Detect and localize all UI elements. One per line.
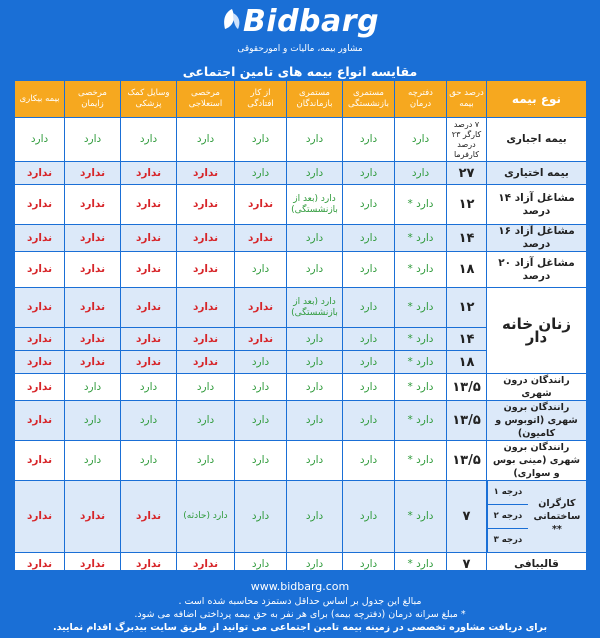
- table-row: [15, 288, 587, 328]
- cell-survivors: دارد: [287, 225, 343, 252]
- row-name: رانندگان برون شهری (اتوبوس و کامیون): [487, 401, 587, 441]
- cell-unemployment: ندارد: [15, 553, 65, 576]
- grade-3: درجه ۳: [493, 535, 523, 545]
- cell-maternity: ندارد: [65, 225, 121, 252]
- cell-sick-leave: ندارد: [177, 252, 235, 288]
- row-rate: ۷ درصد کارگر ۲۳ درصد کارفرما: [447, 118, 487, 162]
- cell-aids: دارد: [121, 441, 177, 481]
- row-name: قالیبافی: [487, 553, 587, 576]
- cell-maternity: دارد: [65, 118, 121, 162]
- row-rate: ۲۷: [447, 162, 487, 185]
- cell-disability: ندارد: [235, 328, 287, 351]
- row-name: بیمه اجباری: [487, 118, 587, 162]
- cell-unemployment: ندارد: [15, 481, 65, 553]
- cell-disability: ندارد: [235, 288, 287, 328]
- cell-sick-leave: ندارد: [177, 225, 235, 252]
- cell-aids: ندارد: [121, 162, 177, 185]
- comparison-table-wrapper: [14, 80, 586, 570]
- row-rate: ۱۴: [447, 328, 487, 351]
- cell-booklet: دارد *: [395, 185, 447, 225]
- cell-aids: ندارد: [121, 328, 177, 351]
- cell-disability: دارد: [235, 351, 287, 374]
- cell-booklet: دارد *: [395, 374, 447, 401]
- page-header: [0, 0, 600, 60]
- header-retirement: مستمری بازنشستگی: [343, 81, 395, 118]
- cell-unemployment: دارد: [15, 118, 65, 162]
- row-rate: ۱۸: [447, 351, 487, 374]
- note-line: برای دریافت مشاوره تخصصی در زمینه بیمه تامین اجتماعی می توانید از طریق سایت بیدبرگ اقدام نمایید.: [52, 622, 548, 633]
- cell-survivors: دارد: [287, 374, 343, 401]
- cell-sick-leave: دارد: [177, 441, 235, 481]
- row-name-cell: [487, 481, 587, 553]
- table-row: [15, 481, 587, 553]
- cell-survivors: دارد: [287, 553, 343, 576]
- cell-unemployment: ندارد: [15, 401, 65, 441]
- cell-retirement: دارد: [343, 351, 395, 374]
- cell-retirement: دارد: [343, 374, 395, 401]
- row-name: مشاغل آزاد ۱۴ درصد: [487, 185, 587, 225]
- page-title: مقایسه انواع بیمه های تامین اجتماعی: [182, 64, 418, 79]
- row-rate: ۱۲: [447, 185, 487, 225]
- header-booklet: دفترچه درمان: [395, 81, 447, 118]
- cell-survivors: دارد: [287, 162, 343, 185]
- cell-booklet: دارد: [395, 162, 447, 185]
- header-disability: از کار افتادگی: [235, 81, 287, 118]
- cell-retirement: دارد: [343, 225, 395, 252]
- cell-unemployment: ندارد: [15, 162, 65, 185]
- cell-aids: ندارد: [121, 252, 177, 288]
- cell-booklet: دارد *: [395, 225, 447, 252]
- table-row: [15, 225, 587, 252]
- row-rate: ۱۳/۵: [447, 374, 487, 401]
- cell-booklet: دارد *: [395, 401, 447, 441]
- construction-subtable: [487, 481, 586, 552]
- cell-retirement: دارد: [343, 252, 395, 288]
- row-rate: ۷: [447, 481, 487, 553]
- cell-booklet: دارد *: [395, 481, 447, 553]
- row-name: رانندگان درون شهری: [487, 374, 587, 401]
- row-rate: ۱۸: [447, 252, 487, 288]
- cell-maternity: ندارد: [65, 162, 121, 185]
- header-rate: درصد حق بیمه: [447, 81, 487, 118]
- row-rate: ۱۳/۵: [447, 401, 487, 441]
- cell-disability: دارد: [235, 441, 287, 481]
- header-type: نوع بیمه: [487, 81, 587, 118]
- cell-survivors: دارد (بعد از بازنشستگی): [287, 185, 343, 225]
- cell-retirement: دارد: [343, 162, 395, 185]
- table-row: [15, 185, 587, 225]
- cell-unemployment: ندارد: [15, 185, 65, 225]
- cell-retirement: دارد: [343, 441, 395, 481]
- table-header-row: [15, 81, 587, 118]
- cell-booklet: دارد *: [395, 553, 447, 576]
- cell-aids: دارد: [121, 374, 177, 401]
- table-row: [15, 441, 587, 481]
- table-row: [15, 553, 587, 576]
- row-name: بیمه اختیاری: [487, 162, 587, 185]
- cell-survivors: دارد: [287, 328, 343, 351]
- row-rate: ۷: [447, 553, 487, 576]
- cell-sick-leave: دارد: [177, 374, 235, 401]
- header-maternity: مرخصی زایمان: [65, 81, 121, 118]
- cell-survivors: دارد: [287, 441, 343, 481]
- cell-sick-leave: دارد: [177, 401, 235, 441]
- cell-disability: دارد: [235, 118, 287, 162]
- cell-maternity: ندارد: [65, 351, 121, 374]
- cell-aids: ندارد: [121, 553, 177, 576]
- cell-booklet: دارد *: [395, 252, 447, 288]
- cell-aids: ندارد: [121, 185, 177, 225]
- row-rate: ۱۳/۵: [447, 441, 487, 481]
- footer-notes: [14, 595, 586, 634]
- cell-retirement: دارد: [343, 553, 395, 576]
- table-row: [15, 252, 587, 288]
- cell-disability: دارد: [235, 162, 287, 185]
- cell-booklet: دارد *: [395, 351, 447, 374]
- brand-name: Bidbarg: [242, 4, 380, 39]
- cell-disability: ندارد: [235, 225, 287, 252]
- cell-survivors: دارد: [287, 252, 343, 288]
- cell-unemployment: ندارد: [15, 252, 65, 288]
- header-sick-leave: مرخصی استعلاجی: [177, 81, 235, 118]
- cell-maternity: ندارد: [65, 481, 121, 553]
- cell-survivors: دارد: [287, 118, 343, 162]
- cell-disability: ندارد: [235, 185, 287, 225]
- brand-logo[interactable]: [0, 4, 600, 39]
- cell-disability: دارد: [235, 252, 287, 288]
- table-row: [15, 118, 587, 162]
- table-row: [15, 401, 587, 441]
- cell-aids: ندارد: [121, 225, 177, 252]
- note-line: مبالغ این جدول بر اساس حداقل دستمزد محاسبه شده است .: [178, 596, 422, 607]
- cell-retirement: دارد: [343, 328, 395, 351]
- cell-sick-leave: ندارد: [177, 185, 235, 225]
- brand-tagline: مشاور بیمه، مالیات و امورحقوقی: [237, 44, 363, 54]
- cell-sick-leave: دارد (حادثه): [177, 481, 235, 553]
- cell-survivors: دارد: [287, 351, 343, 374]
- cell-sick-leave: ندارد: [177, 162, 235, 185]
- cell-unemployment: ندارد: [15, 441, 65, 481]
- cell-maternity: ندارد: [65, 328, 121, 351]
- row-name: کارگران ساختمانی **: [528, 481, 586, 552]
- cell-disability: دارد: [235, 401, 287, 441]
- cell-sick-leave: ندارد: [177, 328, 235, 351]
- cell-retirement: دارد: [343, 481, 395, 553]
- table-row: [15, 162, 587, 185]
- cell-disability: دارد: [235, 481, 287, 553]
- row-name: مشاغل آزاد ۱۶ درصد: [487, 225, 587, 252]
- header-survivors: مستمری بازماندگان: [287, 81, 343, 118]
- cell-maternity: ندارد: [65, 288, 121, 328]
- cell-booklet: دارد *: [395, 288, 447, 328]
- cell-unemployment: ندارد: [15, 328, 65, 351]
- cell-unemployment: ندارد: [15, 351, 65, 374]
- cell-maternity: دارد: [65, 374, 121, 401]
- cell-survivors: دارد: [287, 481, 343, 553]
- cell-survivors: دارد (بعد از بازنشستگی): [287, 288, 343, 328]
- cell-disability: دارد: [235, 374, 287, 401]
- cell-maternity: ندارد: [65, 252, 121, 288]
- cell-retirement: دارد: [343, 401, 395, 441]
- cell-booklet: دارد *: [395, 328, 447, 351]
- cell-unemployment: ندارد: [15, 288, 65, 328]
- cell-sick-leave: دارد: [177, 118, 235, 162]
- row-name: مشاغل آزاد ۲۰ درصد: [487, 252, 587, 288]
- cell-maternity: دارد: [65, 401, 121, 441]
- cell-retirement: دارد: [343, 185, 395, 225]
- cell-unemployment: ندارد: [15, 374, 65, 401]
- cell-sick-leave: ندارد: [177, 351, 235, 374]
- header-unemployment: بیمه بیکاری: [15, 81, 65, 118]
- row-rate: ۱۲: [447, 288, 487, 328]
- table-row: [15, 374, 587, 401]
- grade-1: درجه ۱: [488, 481, 528, 505]
- cell-survivors: دارد: [287, 401, 343, 441]
- cell-aids: ندارد: [121, 351, 177, 374]
- grade-list: [488, 481, 528, 552]
- cell-maternity: ندارد: [65, 185, 121, 225]
- website-link[interactable]: www.bidbarg.com: [250, 580, 350, 593]
- cell-aids: ندارد: [121, 481, 177, 553]
- cell-maternity: دارد: [65, 441, 121, 481]
- cell-maternity: ندارد: [65, 553, 121, 576]
- cell-retirement: دارد: [343, 118, 395, 162]
- grade-2: درجه ۲: [488, 505, 528, 529]
- cell-sick-leave: ندارد: [177, 288, 235, 328]
- leaf-logo-icon: [221, 7, 243, 37]
- cell-sick-leave: ندارد: [177, 553, 235, 576]
- cell-aids: دارد: [121, 401, 177, 441]
- cell-aids: ندارد: [121, 288, 177, 328]
- row-rate: ۱۴: [447, 225, 487, 252]
- row-name: زنان خانه دار: [487, 288, 587, 374]
- comparison-table: [14, 80, 587, 576]
- cell-booklet: دارد *: [395, 441, 447, 481]
- cell-retirement: دارد: [343, 288, 395, 328]
- header-aids: وسایل کمک پزشکی: [121, 81, 177, 118]
- cell-booklet: دارد: [395, 118, 447, 162]
- cell-aids: دارد: [121, 118, 177, 162]
- cell-unemployment: ندارد: [15, 225, 65, 252]
- note-line: * مبلغ سرانه درمان (دفترچه بیمه) برای هر نفر به حق بیمه پرداختی اضافه می شود.: [134, 609, 466, 620]
- cell-disability: دارد: [235, 553, 287, 576]
- row-name: رانندگان برون شهری (مینی بوس و سواری): [487, 441, 587, 481]
